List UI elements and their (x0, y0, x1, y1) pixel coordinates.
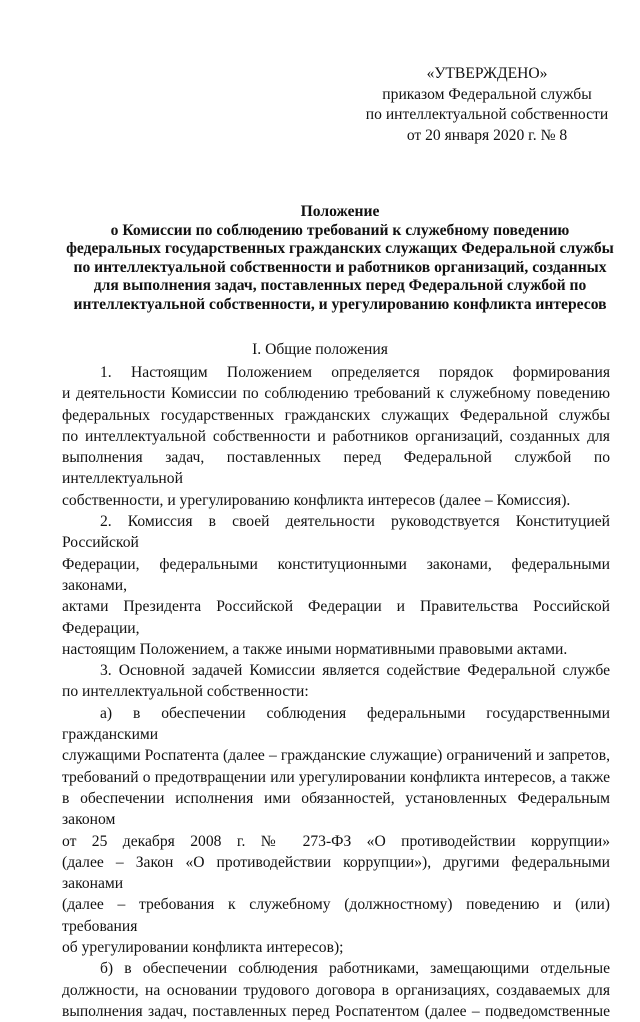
body-line: 3. Основной задачей Комиссии является содействие Федеральной службе (100, 662, 610, 680)
approval-line: от 20 января 2020 г. № 8 (406, 126, 568, 144)
approval-line: приказом Федеральной службы (382, 85, 592, 103)
title-line: для выполнения задач, поставленных перед Федеральной службой по (93, 277, 587, 295)
body-line: актами Президента Российской Федерации и Правительства Российской Федерации, (62, 598, 610, 637)
body-line: федеральных государственных гражданских служащих Федеральной службы (62, 406, 610, 424)
title-line: Положение (300, 203, 380, 220)
body-line: б) в обеспечении соблюдения работниками, замещающими отдельные (100, 960, 610, 978)
body-line: требований о предотвращении или урегулировании конфликта интересов, а также (62, 768, 610, 786)
body-line: и деятельности Комиссии по соблюдению требований к служебному поведению (62, 385, 610, 403)
approval-stamp (362, 64, 612, 146)
body-line: 2. Комиссия в своей деятельности руководствуется Конституцией Российской (62, 513, 610, 552)
body-line: должности, на основании трудового договора в организациях, создаваемых для (62, 981, 610, 999)
body-line: выполнения задач, поставленных перед Роспатентом (далее – подведомственные (62, 1002, 610, 1020)
document-body (62, 362, 610, 1022)
body-line: выполнения задач, поставленных перед Федеральной службой по интеллектуальной (62, 449, 610, 488)
body-line: (далее – требования к служебному (должностному) поведению и (или) требования (62, 896, 610, 935)
body-line: по интеллектуальной собственности и работников организаций, созданных для (62, 427, 610, 445)
body-line: (далее – Закон «О противодействии коррупции»), другими федеральными законами (62, 853, 610, 893)
title-line: федеральных государственных гражданских служащих Федеральной службы (66, 240, 614, 258)
section-heading: I. Общие положения (252, 341, 388, 358)
title-line: по интеллектуальной собственности и работников организаций, созданных (73, 258, 607, 276)
body-line: собственности, и урегулированию конфликта интересов (далее – Комиссия). (62, 491, 571, 509)
body-line: 1. Настоящим Положением определяется порядок формирования (100, 364, 610, 381)
document-title (40, 203, 640, 315)
approval-line: по интеллектуальной собственности (365, 106, 609, 123)
body-line: по интеллектуальной собственности: (62, 683, 309, 701)
body-line: настоящим Положением, а также иными нормативными правовыми актами. (62, 640, 568, 658)
body-line: в обеспечении исполнения ими обязанностей, установленных Федеральным законом (62, 789, 610, 829)
body-line: Федерации, федеральными конституционными законами, федеральными законами, (62, 555, 610, 594)
body-line: об урегулировании конфликта интересов); (62, 939, 344, 957)
body-line: а) в обеспечении соблюдения федеральными государственными гражданскими (62, 704, 610, 744)
approval-line: «УТВЕРЖДЕНО» (426, 65, 548, 82)
title-line: о Комиссии по соблюдению требований к служебному поведению (110, 221, 570, 239)
body-line: от 25 декабря 2008 г. № 273-ФЗ «О противодействии коррупции» (62, 832, 610, 850)
body-line: служащими Роспатента (далее – гражданские служащие) ограничений и запретов, (62, 747, 610, 765)
title-line: интеллектуальной собственности, и урегулированию конфликта интересов (73, 295, 607, 313)
